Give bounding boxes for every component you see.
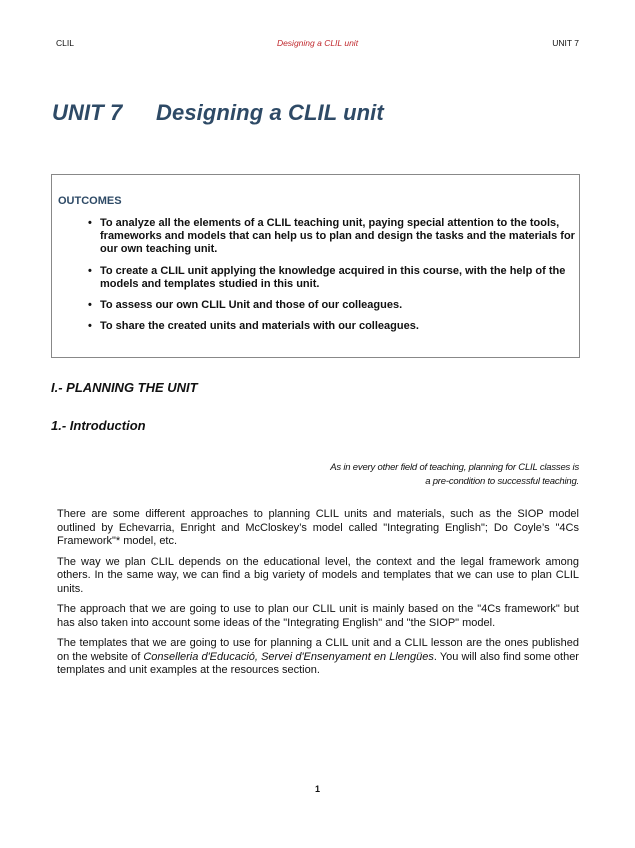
bullet-icon: • <box>88 217 92 229</box>
outcomes-heading: OUTCOMES <box>58 195 122 207</box>
header-document-title: Designing a CLIL unit <box>276 38 359 48</box>
conselleria-name: Conselleria d'Educació, Servei d'Ensenyament en Llengües <box>143 650 434 663</box>
templates-text-end: . You will also find some other templates and unit examples at the resources section. <box>57 650 579 676</box>
outcome-item <box>52 320 579 333</box>
paragraph-templates <box>57 637 579 678</box>
subsection-title: 1.- Introduction <box>51 418 146 433</box>
paragraph-planning-context: The way we plan CLIL depends on the educational level, the context and the legal framework among others. In the same way, we can find a big variety of models and templates that we can use to plan CLIL units. <box>57 555 579 595</box>
bullet-icon: • <box>88 320 92 333</box>
outcome-item <box>52 217 579 257</box>
unit-title-text: Designing a CLIL unit <box>156 100 384 125</box>
outcome-item <box>52 265 579 291</box>
page-title <box>52 100 384 126</box>
outcomes-box <box>51 174 580 358</box>
header-course-label: CLIL <box>56 38 74 48</box>
outcome-text: To create a CLIL unit applying the knowledge acquired in this course, with the help of the models and templates studied in this unit. <box>100 264 566 290</box>
bullet-icon: • <box>88 299 92 312</box>
unit-number: UNIT 7 <box>52 100 123 125</box>
bullet-icon: • <box>88 264 92 277</box>
outcomes-list <box>52 217 579 341</box>
outcome-text: To share the created units and materials with our colleagues. <box>100 320 419 333</box>
page-number: 1 <box>314 784 320 794</box>
outcome-text: To analyze all the elements of a CLIL teaching unit, paying special attention to the tools, frameworks and models that can help us to plan and design the tasks and the materials for our own teaching unit. <box>100 217 575 256</box>
outcome-text: To assess our own CLIL Unit and those of our colleagues. <box>100 299 403 312</box>
header-unit-label: UNIT 7 <box>552 38 579 48</box>
section-title: I.- PLANNING THE UNIT <box>51 380 198 395</box>
templates-text-start: The templates that we are going to use for planning a CLIL unit and a CLIL lesson are the ones published on the website of <box>57 637 579 663</box>
quote-line-2: a pre-condition to successful teaching. <box>425 475 579 487</box>
paragraph-approaches: There are some different approaches to planning CLIL units and materials, such as the SIOP model outlined by Echevarria, Enright and McCloskey’s model called "Integrating English"; Do Coyle’s "4Cs Framework"* model, etc. <box>57 508 579 547</box>
quote-line-1: As in every other field of teaching, planning for CLIL classes is <box>330 462 579 473</box>
outcome-item <box>52 299 579 312</box>
epigraph-quote <box>259 461 579 488</box>
page-header <box>0 38 635 52</box>
paragraph-approach: The approach that we are going to use to plan our CLIL unit is mainly based on the "4Cs framework" but has also taken into account some ideas of the "Integrating English" and "the SIOP" model. <box>57 603 579 629</box>
body-text <box>57 508 579 685</box>
